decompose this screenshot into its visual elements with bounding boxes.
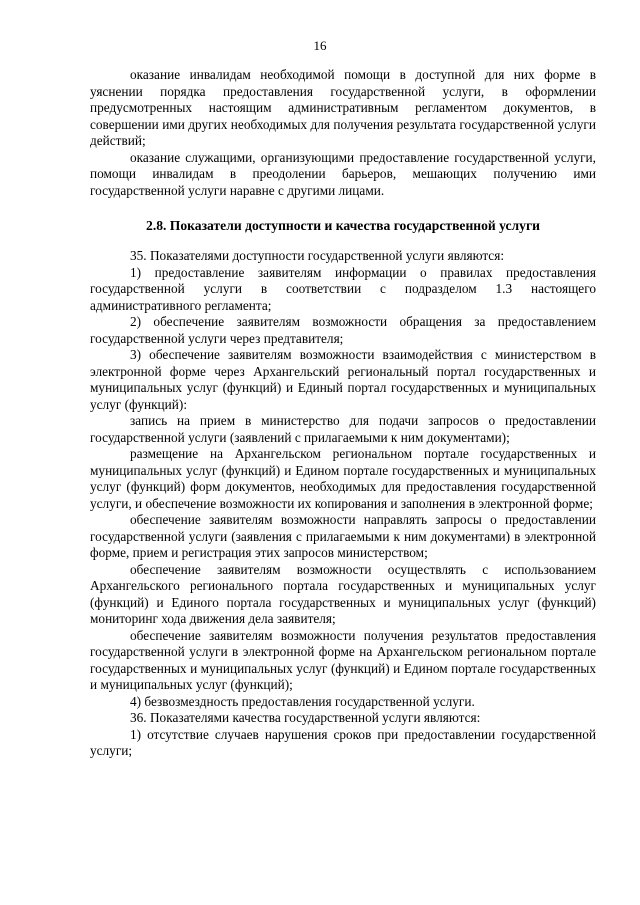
page-number: 16 (313, 38, 327, 53)
document-body (90, 67, 596, 760)
paragraph: 36. Показателями качества государственной услуги являются: (130, 710, 481, 725)
section-heading: 2.8. Показатели доступности и качества государственной услуги (146, 218, 540, 233)
paragraph: 35. Показателями доступности государственной услуги являются: (130, 248, 505, 263)
paragraph: 1) отсутствие случаев нарушения сроков при предоставлении государственной услуги; (90, 726, 596, 758)
paragraph: обеспечение заявителям возможности получения результатов предоставления государственной услуги в электронной форме на Архангельском региональном портале государственных и муниципальных услуг (функций) и Едином портале государственных и муниципальных услуг (функций); (90, 627, 596, 692)
paragraph: оказание инвалидам необходимой помощи в доступной для них форме в уяснении порядка предоставления государственной услуги, в оформлении предусмотренных настоящим административным регламентом документов, в совершении ими других необходимых для получения результата государственной услуги действий; (90, 67, 596, 148)
paragraph: обеспечение заявителям возможности направлять запросы о предоставлении государственной услуги (заявления с прилагаемыми к ним документами) в электронной форме, прием и регистрация этих запросов министерством; (90, 512, 596, 560)
paragraph: 3) обеспечение заявителям возможности взаимодействия с министерством в электронной форме через Архангельский региональный портал государственных и муниципальных услуг (функций) и Единый портал государственных и муниципальных услуг (функций): (90, 347, 596, 412)
paragraph: размещение на Архангельском региональном портале государственных и муниципальных услуг (функций) и Едином портале государственных и муниципальных услуг (функций) форм документов, необходимых для предоставления государственной услуги, и обеспечение возможности их копирования и заполнения в электронной форме; (90, 446, 596, 511)
paragraph: 4) безвозмездность предоставления государственной услуги. (130, 693, 475, 709)
paragraph: оказание служащими, организующими предоставление государственной услуги, помощи инвалидам в преодолении барьеров, мешающих получению ими государственной услуги наравне с другими лицами. (90, 149, 596, 198)
paragraph: 1) предоставление заявителям информации о правилах предоставления государственной услуги в соответствии с подразделом 1.3 настоящего административного регламента; (90, 264, 596, 313)
paragraph: запись на прием в министерство для подачи запросов о предоставлении государственной услуги (заявлений с прилагаемыми к ним документами); (90, 413, 596, 445)
paragraph: обеспечение заявителям возможности осуществлять с использованием Архангельского регионального портала государственных и муниципальных услуг (функций) и Единого портала государственных и муниципальных услуг (функций) мониторинг хода движения дела заявителя; (90, 561, 596, 626)
paragraph: 2) обеспечение заявителям возможности обращения за предоставлением государственной услуги через предтавителя; (90, 314, 596, 346)
